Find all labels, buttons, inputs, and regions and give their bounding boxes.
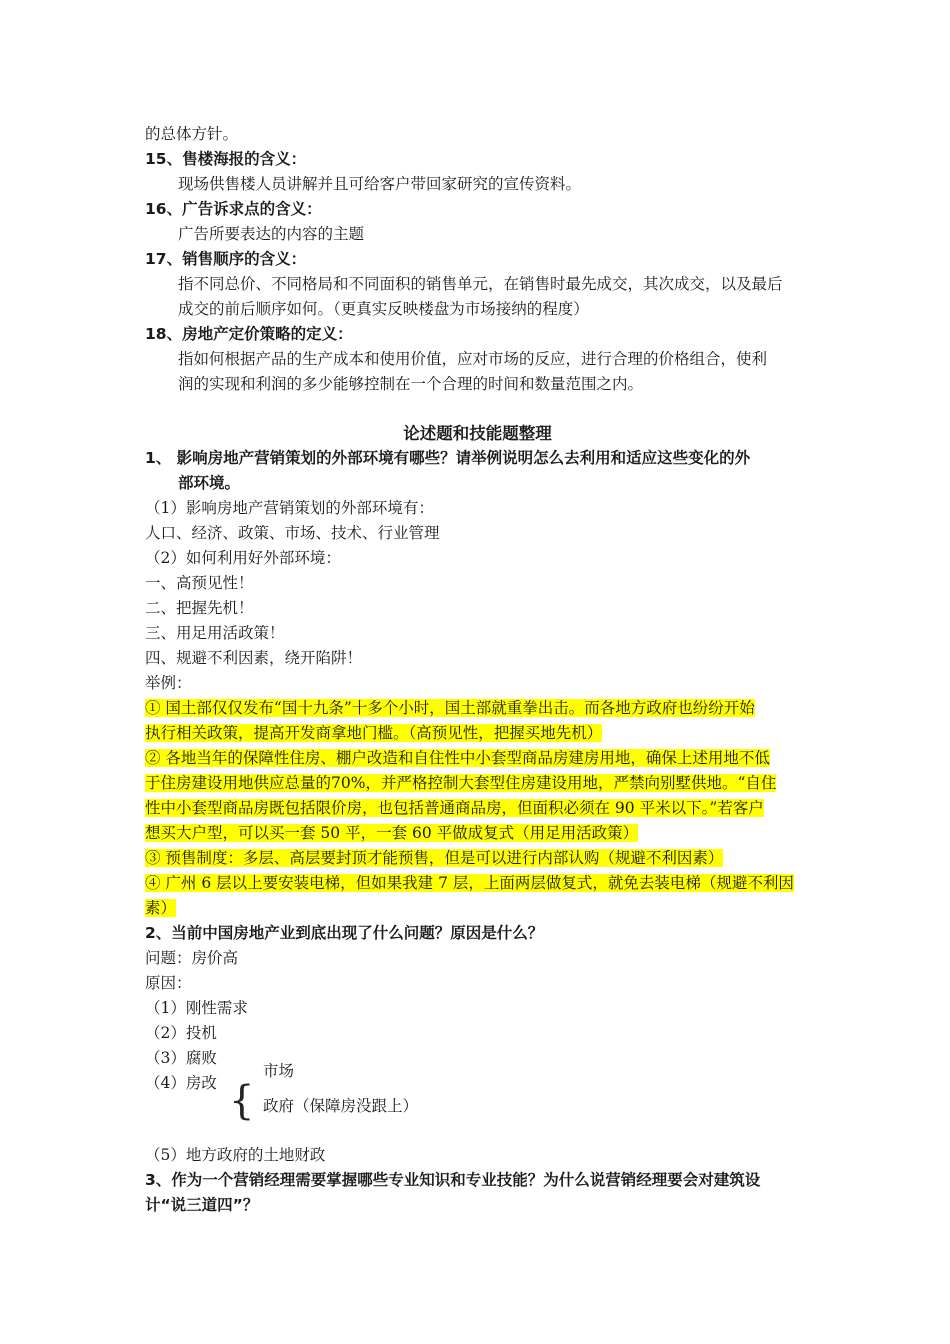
brace-option-government: 政府（保障房没跟上） (263, 1097, 419, 1115)
left-brace-icon: { (229, 1078, 255, 1124)
reason-housing-reform-block (145, 1062, 810, 1143)
highlighted-example-4: ④ 广州 6 层以上要安装电梯，但如果我建 7 层，上面两层做复式，就免去装电梯（规避不利因 (145, 874, 794, 892)
highlighted-example-3: ③ 预售制度：多层、高层要封顶才能预售，但是可以进行内部认购（规避不利因素） (145, 849, 724, 867)
essay-1-question-line-2: 部环境。 (178, 474, 241, 492)
reason-item: （4）房改 (145, 1074, 217, 1092)
text-line: 的总体方针。 (145, 125, 239, 143)
highlighted-example-2: ② 各地当年的保障性住房、棚户改造和自住性中小套型商品房建房用地，确保上述用地不低 (145, 749, 770, 767)
essay-2-answer: 问题：房价高 (145, 949, 239, 967)
question-15-heading: 15、售楼海报的含义： (145, 150, 307, 168)
reason-item: （1）刚性需求 (145, 999, 248, 1017)
question-18-heading: 18、房地产定价策略的定义： (145, 325, 353, 343)
answer-18-line-2: 润的实现和利润的多少能够控制在一个合理的时间和数量范围之内。 (178, 375, 644, 393)
document-page (145, 122, 810, 1218)
essay-1-answer: 举例： (145, 674, 192, 692)
essay-1-answer: （1）影响房地产营销策划的外部环境有： (145, 499, 434, 517)
answer-17-line-2: 成交的前后顺序如何。（更真实反映楼盘为市场接纳的程度） (178, 300, 589, 318)
essay-1-question-line-1: 1、 影响房地产营销策划的外部环境有哪些？请举例说明怎么去利用和适应这些变化的外 (145, 449, 751, 467)
essay-1-answer: 四、规避不利因素，绕开陷阱！ (145, 649, 363, 667)
essay-1-answer: 人口、经济、政策、市场、技术、行业管理 (145, 524, 440, 542)
essay-1-answer: 一、高预见性！ (145, 574, 254, 592)
reason-item: （5）地方政府的土地财政 (145, 1146, 326, 1164)
highlighted-example-1: 执行相关政策，提高开发商拿地门槛。（高预见性，把握买地先机） (145, 724, 603, 742)
answer-15: 现场供售楼人员讲解并且可给客户带回家研究的宣传资料。 (178, 175, 582, 193)
reason-item: （3）腐败 (145, 1049, 217, 1067)
highlighted-example-1: ① 国土部仅仅发布“国十九条”十多个小时，国土部就重拳出击。而各地方政府也纷纷开始 (145, 699, 755, 717)
essay-2-question: 2、当前中国房地产业到底出现了什么问题？原因是什么？ (145, 924, 544, 942)
essay-1-answer: 二、把握先机！ (145, 599, 254, 617)
highlighted-example-4: 素） (145, 899, 177, 917)
essay-2-answer: 原因： (145, 974, 192, 992)
essay-3-question-line-2: 计“说三道四”？ (145, 1196, 259, 1214)
question-17-heading: 17、销售顺序的含义： (145, 250, 307, 268)
highlighted-example-2: 于住房建设用地供应总量的70%，并严格控制大套型住房建设用地，严禁向别墅供地。“自住 (145, 774, 777, 792)
answer-16: 广告所要表达的内容的主题 (178, 225, 365, 243)
answer-17-line-1: 指不同总价、不同格局和不同面积的销售单元，在销售时最先成交，其次成交，以及最后 (178, 275, 783, 293)
essay-1-answer: （2）如何利用好外部环境： (145, 549, 341, 567)
reason-item: （2）投机 (145, 1024, 217, 1042)
essay-3-question-line-1: 3、作为一个营销经理需要掌握哪些专业知识和专业技能？为什么说营销经理要会对建筑设 (145, 1171, 761, 1189)
question-16-heading: 16、广告诉求点的含义： (145, 200, 322, 218)
highlighted-example-2: 想买大户型，可以买一套 50 平，一套 60 平做成复式（用足用活政策） (145, 824, 639, 842)
highlighted-example-2: 性中小套型商品房既包括限价房，也包括普通商品房，但面积必须在 90 平米以下。”若客户 (145, 799, 764, 817)
brace-option-market: 市场 (263, 1062, 295, 1080)
section-title: 论述题和技能题整理 (403, 424, 552, 443)
answer-18-line-1: 指如何根据产品的生产成本和使用价值，应对市场的反应，进行合理的价格组合，使利 (178, 350, 768, 368)
essay-1-answer: 三、用足用活政策！ (145, 624, 285, 642)
